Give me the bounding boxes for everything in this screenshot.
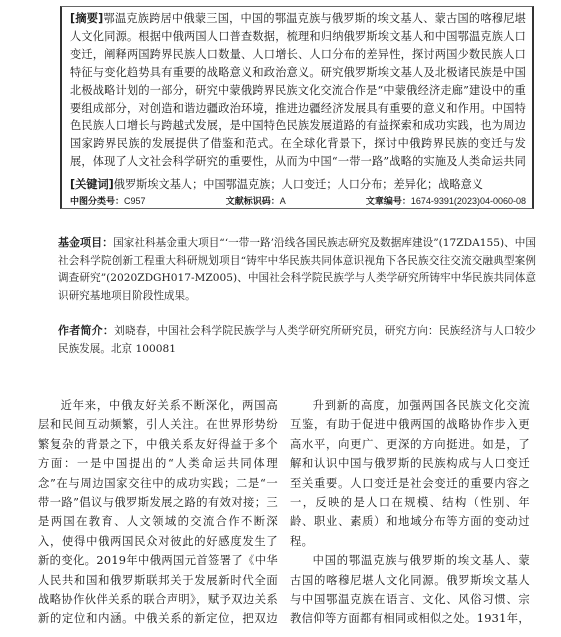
body-paragraph: 升到新的高度，加强两国各民族文化交流互鉴，有助于促进中俄两国的战略协作步入更高水平，向更广、更深的方向挺进。如是，了解和认识中国与俄罗斯的民族构成与人口变迁至关重要。人口变迁是社会变迁的重要内容之一，反映的是人口在规模、结构（性别、年龄、职业、素质）和地域分布等方面的变动过程。 (290, 399, 530, 548)
author-paragraph (58, 322, 536, 358)
abstract-label: [摘要] (70, 12, 104, 25)
funding-paragraph (58, 234, 536, 322)
footnote-block (58, 234, 536, 358)
body-paragraph: 中国的鄂温克族与俄罗斯的埃文基人、蒙古国的喀穆尼堪人文化同源。俄罗斯埃文基人与中国鄂温克族在语言、文化、风俗习惯、宗教信仰等方面都有相同或相似之处。1931年， (290, 554, 530, 626)
clc-number: 中图分类号：C957 (70, 196, 146, 207)
abstract-text: 鄂温克族跨居中俄蒙三国，中国的鄂温克族与俄罗斯的埃文基人、蒙古国的喀穆尼堪人文化同源。根据中俄两国人口普查数据，梳理和归纳俄罗斯埃文基人和中国鄂温克族人口变迁，阐释两国跨界民族人口数量、人口增长、人口分布的差异性，探讨两国少数民族人口特征与变化趋势具有重要的战略意义和政治意义。研究俄罗斯埃文基人及北极诸民族是中国北极战略计划的一部分，研究中蒙俄跨界民族文化交流合作是“中蒙俄经济走廊”建设中的重要组成部分，对创造和谐边疆政治环境，推进边疆经济发展具有重要的意义和作用。中国特色民族人口增长与跨越式发展，是中国特色民族发展道路的有益探索和成功实践，也为周边国家跨界民族的发展提供了借鉴和范式。在全球化背景下，探讨中俄跨界民族的变迁与发展，体现了人文社会科学研究的重要性，从而为中国“一带一路”战略的实施及人类命运共同 (70, 12, 526, 169)
body-paragraph: 近年来，中俄友好关系不断深化，两国高层和民间互动频繁，引人关注。在世界形势纷繁复杂的背景之下，中俄关系友好得益于多个方面：一是中国提出的“人类命运共同体理念”在与周边国家交往中的成功实践；二是“一带一路”倡议与俄罗斯发展之路的有效对接；三是两国在教育、人文领域的交流合作不断深入，使得中俄两国民众对彼此的好感度发生了新的变化。2019年中俄两国元首签署了《中华人民共和国和俄罗斯联邦关于发展新时代全面战略协作伙伴关系的联合声明》，赋予双边关系新的定位和内涵。中俄关系的新定位，把双边 (38, 399, 278, 626)
abstract-box (60, 6, 534, 209)
classification-line (70, 194, 526, 207)
article-number: 文章编号：1674-9391(2023)04-0060-08 (365, 196, 526, 207)
funding-label: 基金项目： (58, 236, 114, 249)
author-label: 作者简介： (58, 324, 115, 337)
body-column-right (290, 396, 530, 632)
abstract-paragraph (70, 10, 526, 172)
funding-text: 国家社科基金重大项目“‘一带一路’沿线各国民族志研究及数据库建设”(17ZDA155)、中国社会科学院创新工程重大科研规划项目“铸牢中华民族共同体意识视角下各民族交往交流交融典型案例调查研究”(2020ZDGH017-MZ005)、中国社会科学院民族学与人类学研究所铸牢中华民族共同体意识研究基地项目阶段性成果。 (58, 237, 536, 302)
author-text: 刘晓春，中国社会科学院民族学与人类学研究所研究员，研究方向：民族经济与人口较少民族发展。北京 100081 (58, 325, 536, 355)
keywords-label: [关键词] (70, 178, 114, 191)
body-column-left (38, 396, 278, 632)
keywords-line (70, 176, 526, 193)
keywords-text: 俄罗斯埃文基人；中国鄂温克族；人口变迁；人口分布；差异化；战略意义 (113, 178, 483, 191)
document-code: 文献标识码：A (225, 196, 286, 207)
